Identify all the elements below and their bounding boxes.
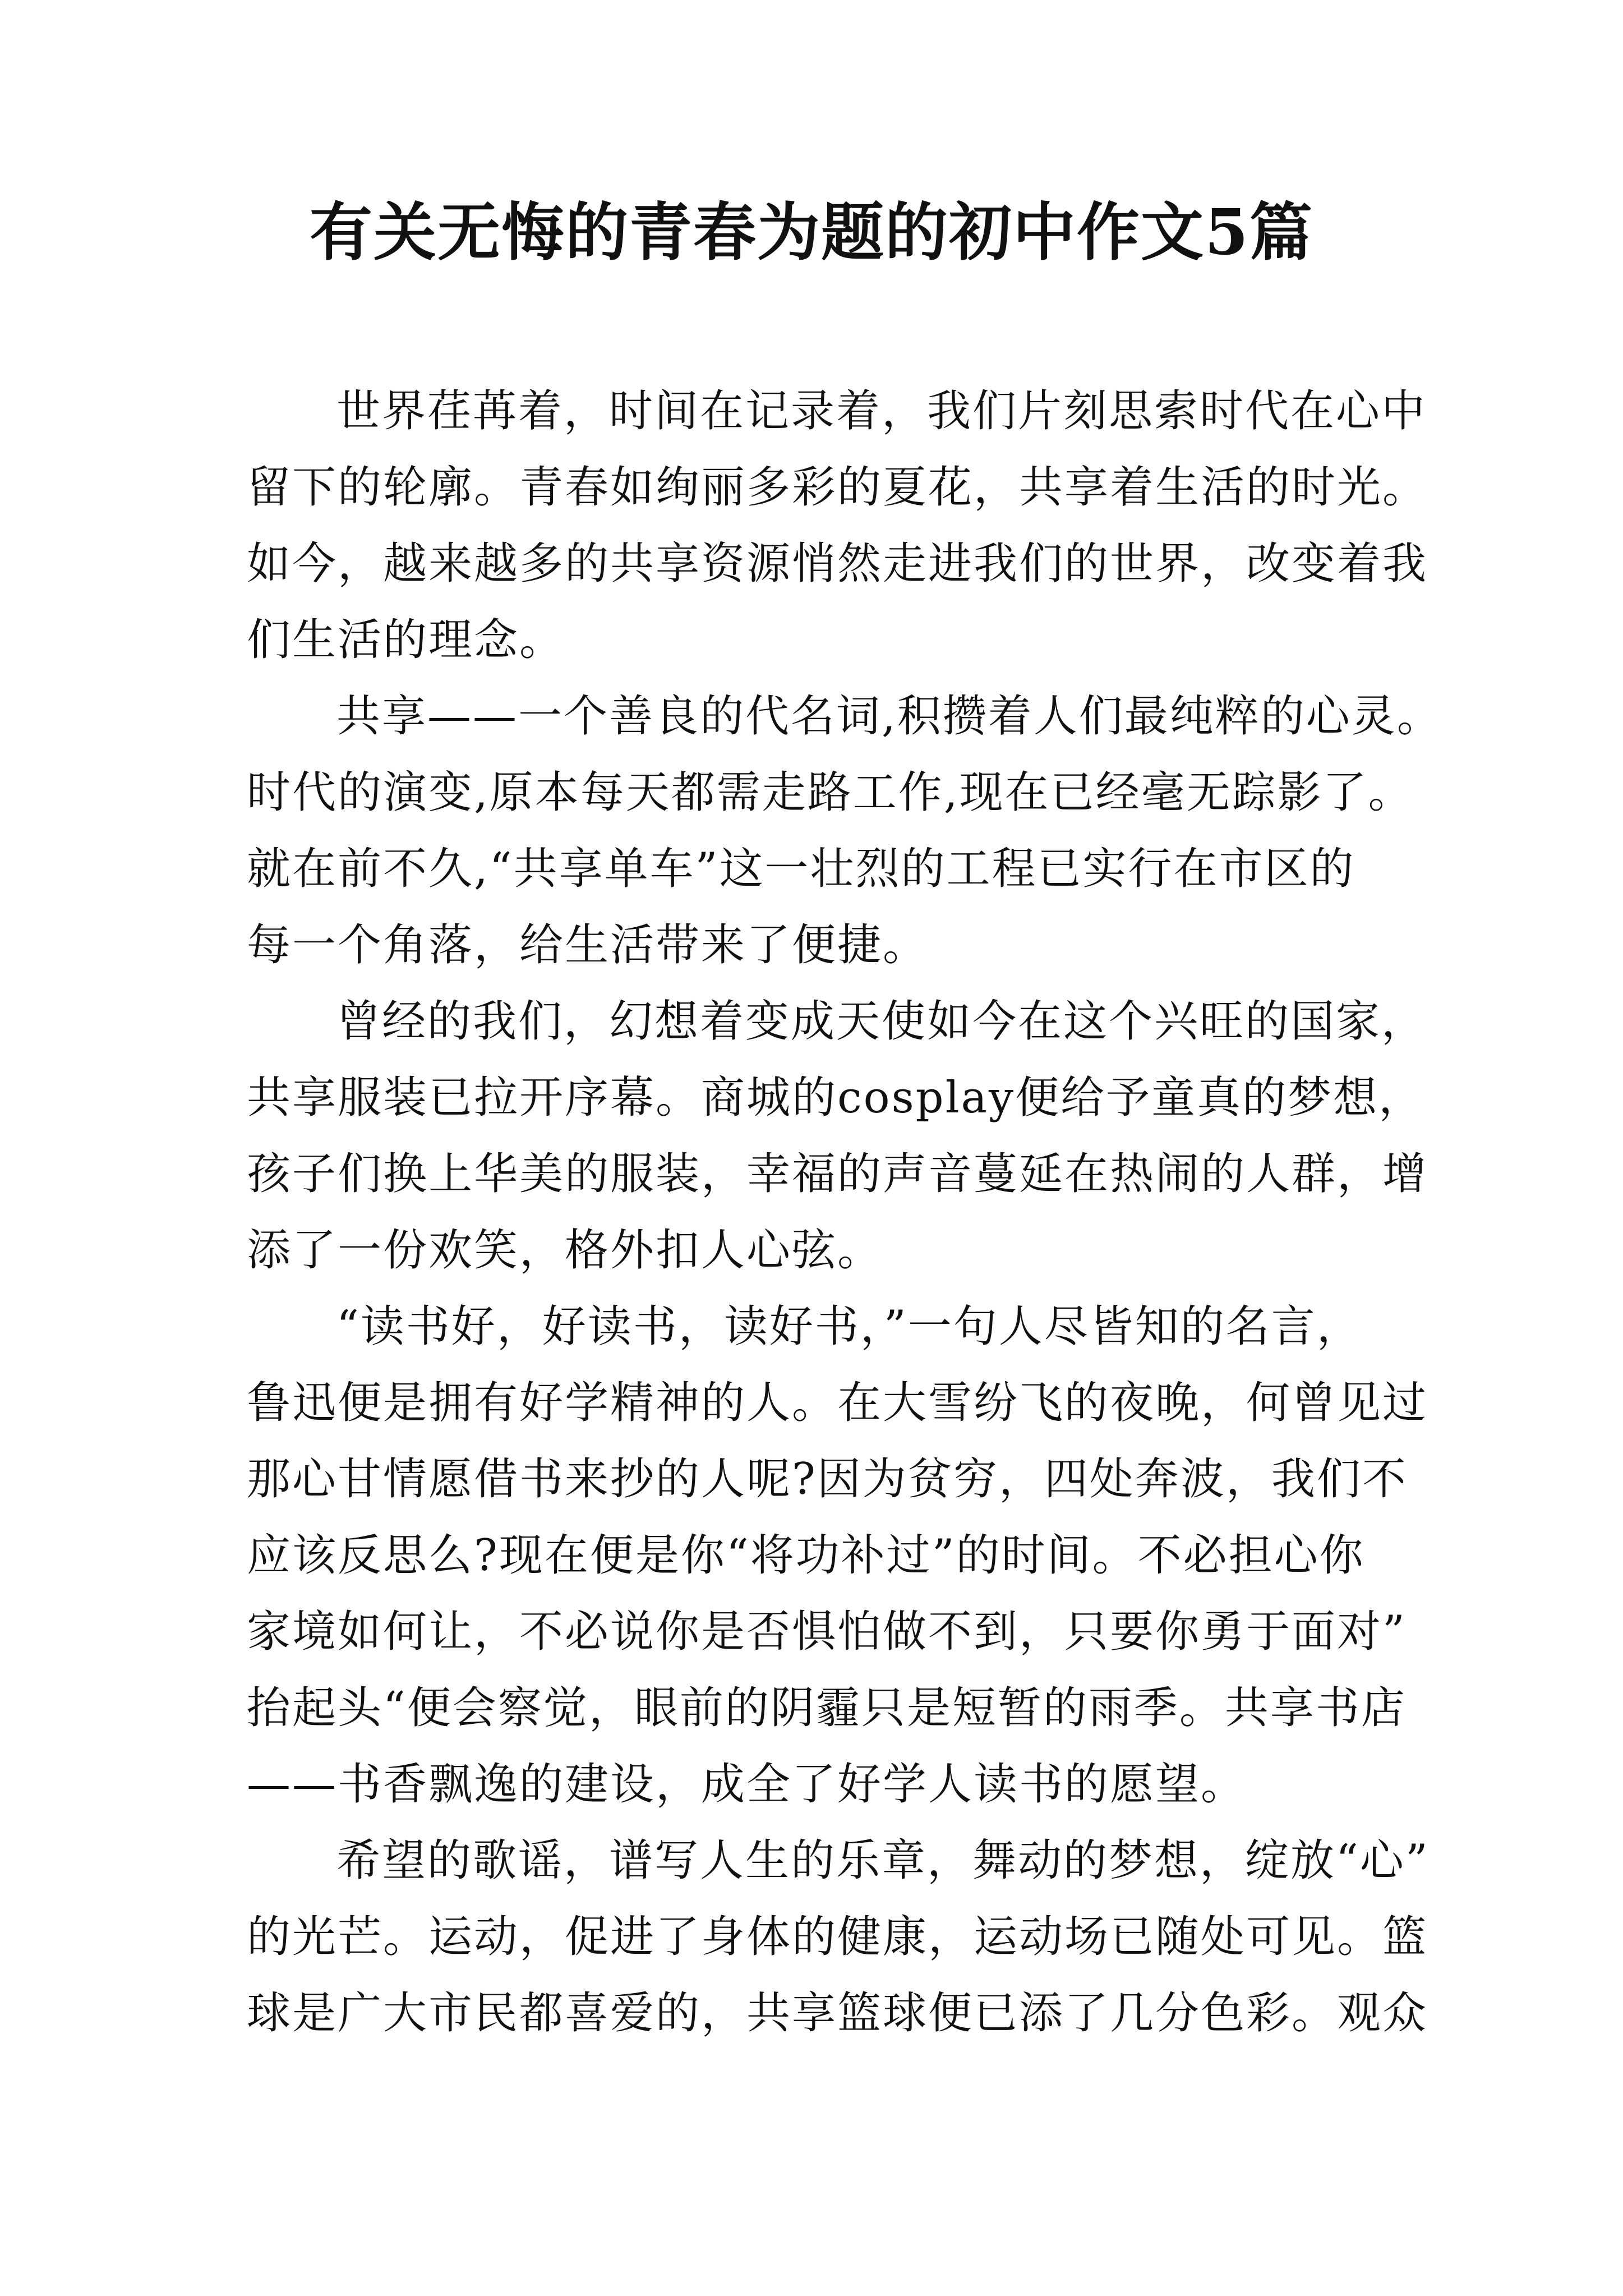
text-line: 如今，越来越多的共享资源悄然走进我们的世界，改变着我: [247, 539, 1428, 589]
text-line: 添了一份欢笑，格外扣人心弦。: [247, 1225, 883, 1276]
text-line: 球是广大市民都喜爱的，共享篮球便已添了几分色彩。观众: [247, 1988, 1428, 2039]
text-line: 抬起头“便会察觉，眼前的阴霾只是短暂的雨季。共享书店: [247, 1683, 1407, 1733]
text-line: 希望的歌谣，谱写人生的乐章，舞动的梦想，绽放“心”: [336, 1835, 1430, 1886]
text-line: 共享服装已拉开序幕。商城的cosplay便给予童真的梦想，: [247, 1073, 1424, 1123]
text-line: 共享——一个善良的代名词,积攒着人们最纯粹的心灵。: [336, 691, 1442, 742]
text-line: 留下的轮廓。青春如绚丽多彩的夏花，共享着生活的时光。: [247, 462, 1428, 513]
essay-body: [247, 373, 1442, 2051]
text-line: 曾经的我们，幻想着变成天使如今在这个兴旺的国家，: [336, 996, 1427, 1047]
text-line: 孩子们换上华美的服装，幸福的声音蔓延在热闹的人群，增: [247, 1149, 1428, 1199]
text-line: 应该反思么?现在便是你“将功补过”的时间。不必担心你: [247, 1530, 1365, 1581]
text-line: 每一个角落，给生活带来了便捷。: [247, 920, 929, 970]
text-line: 世界荏苒着，时间在记录着，我们片刻思索时代在心中: [336, 386, 1427, 436]
text-line: 就在前不久,“共享单车”这一壮烈的工程已实行在市区的: [247, 844, 1355, 894]
text-line: ——书香飘逸的建设，成全了好学人读书的愿望。: [247, 1759, 1247, 1810]
text-line: 鲁迅便是拥有好学精神的人。在大雪纷飞的夜晚，何曾见过: [247, 1378, 1428, 1428]
text-line: 们生活的理念。: [247, 615, 565, 665]
text-line: 的光芒。运动，促进了身体的健康，运动场已随处可见。篮: [247, 1912, 1428, 1962]
text-line: 那心甘情愿借书来抄的人呢?因为贫穷，四处奔波，我们不: [247, 1454, 1408, 1504]
document-title: 有关无悔的青春为题的初中作文5篇: [310, 196, 1313, 269]
text-line: 家境如何让，不必说你是否惧怕做不到，只要你勇于面对”: [247, 1607, 1407, 1657]
text-line: 时代的演变,原本每天都需走路工作,现在已经毫无踪影了。: [247, 767, 1414, 818]
text-line: “读书好，好读书，读好书，”一句人尽皆知的名言，: [336, 1301, 1362, 1352]
